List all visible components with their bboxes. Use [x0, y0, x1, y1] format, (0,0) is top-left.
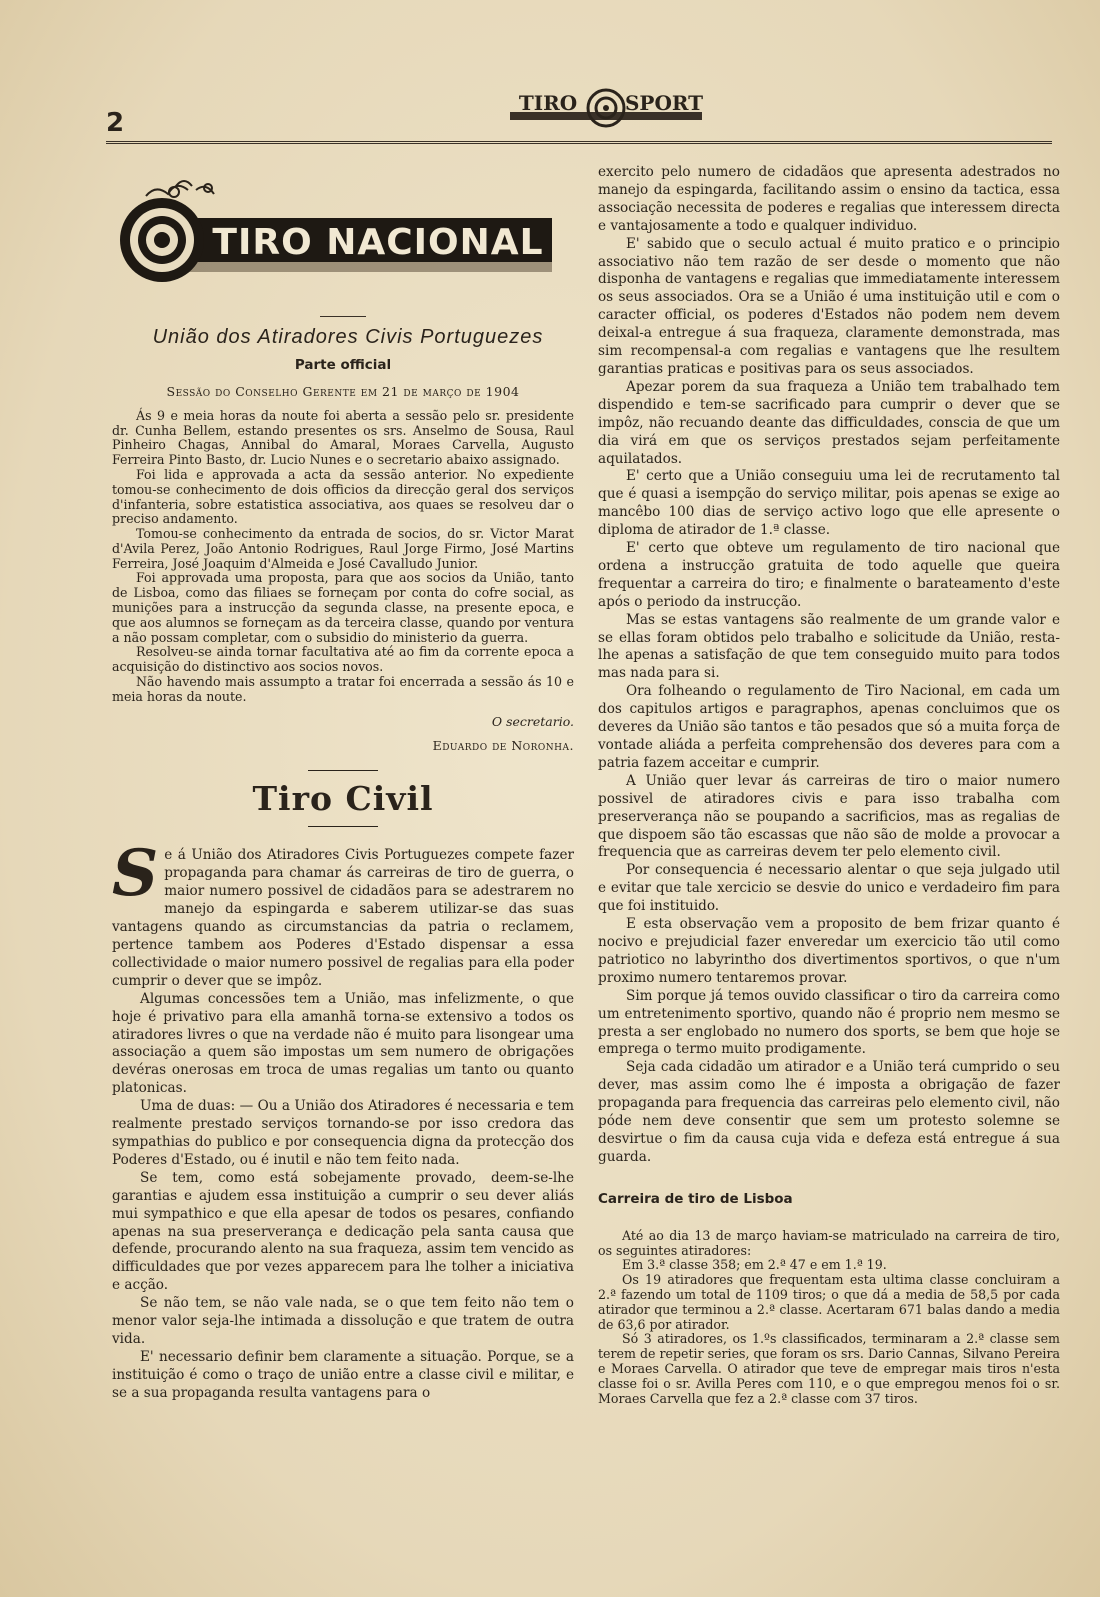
divider	[320, 316, 366, 317]
secretary-name: Eduardo de Noronha.	[432, 737, 574, 753]
report-paragraph: Só 3 atiradores, os 1.ºs classificados, terminaram a 2.ª classe sem terem de repetir series, que foram os srs. Dario Cannas, Silvano Pereira e Moraes Carvella. O atirador que teve de empregar mais tiros n'esta classe foi o sr. Avilla Peres com 110, e o que empregou menos foi o sr. Moraes Carvella que fez a 2.ª classe com 37 tiros.	[598, 1331, 1060, 1406]
article-paragraph: Ora folheando o regulamento de Tiro Nacional, em cada um dos capitulos artigos e paragraphos, apenas concluimos que os deveres da União são tantos e tão pesados que só a muita força de vontade aliáda a perfeita comprehensão dos deveres para com a patria fazem acceitar e cumprir.	[598, 683, 1060, 771]
drop-cap: S	[112, 836, 159, 912]
article-paragraph: A União quer levar ás carreiras de tiro o maior numero possivel de atiradores civis e para isso trabalha com preserverança não se poupando a sacrificios, mas as regalias de que dispoem são tão escassas que não são de molde a provocar a frequencia que as carreiras devem ter pelo elemento civil.	[598, 772, 1060, 861]
article-paragraph: E' certo que obteve um regulamento de tiro nacional que ordena a instrucção gratuita de todo aquelle que queira frequentar a carreira do tiro; e finalmente o barateamento d'este após o periodo da instrucção.	[598, 540, 1060, 610]
tiro-civil-article	[112, 836, 574, 1402]
minutes-paragraph: Foi lida e approvada a acta da sessão anterior. No expediente tomou-se conhecimento de dois officios da direcção geral dos serviços d'infanteria, sobre estatistica associativa, aos quaes se resolveu dar o preciso andamento.	[112, 466, 574, 527]
article-paragraph: Algumas concessões tem a União, mas infelizmente, o que hoje é privativo para ella amanhã torna-se extensivo a todos os atiradores livres o que na verdade não é muito para lisongear uma associação a quem são impostas um sem numero de obrigações devéras onerosas em troca de umas regalias um tanto ou quanto platonicas.	[112, 990, 574, 1097]
minutes-paragraph: Ás 9 e meia horas da noute foi aberta a sessão pelo sr. presidente dr. Cunha Bellem, estando presentes os srs. Anselmo de Sousa, Raul Pinheiro Chagas, Annibal do Amaral, Moraes Carvella, Augusto Ferreira Pinto Basto, dr. Lucio Nunes e o secretario abaixo assignado.	[112, 407, 574, 468]
article-paragraph: E' certo que a União conseguiu uma lei de recrutamento tal que é quasi a isempção do serviço militar, pois apenas se exige ao mancêbo 100 dias de serviço activo logo que elle apresente o diploma de atirador de 1.ª classe.	[598, 468, 1060, 539]
minutes-paragraph: Resolveu-se ainda tornar facultativa até ao fim da corrente epoca a acquisição do distinctivo aos socios novos.	[112, 644, 574, 675]
union-subtitle: União dos Atiradores Civis Portuguezes	[152, 325, 544, 348]
report-paragraph: Os 19 atiradores que frequentam esta ultima classe concluiram a 2.ª fazendo um total de 1109 tiros; o que dá a media de 58,5 por cada atirador que terminou a 2.ª classe. Acertaram 671 balas dando a media de 63,6 por atirador.	[598, 1272, 1060, 1332]
session-heading: Sessão do Conselho Gerente em 21 de março de 1904	[166, 383, 520, 399]
article-paragraph: Se á União dos Atiradores Civis Portuguezes compete fazer propaganda para chamar ás carreiras de tiro de guerra, o maior numero possivel de cidadãos para se adestrarem no manejo da espingarda e saberem utilizar-se das suas vantagens quando as circumstancias da patria o reclamem, pertence tambem aos Poderes d'Estado dispensar a essa collectividade o maior numero possivel de regalias para ella poder cumprir o dever que se impôz.	[112, 836, 574, 989]
carreira-heading: Carreira de tiro de Lisboa	[598, 1190, 793, 1207]
tiro-civil-title: Tiro Civil	[252, 779, 434, 819]
article-paragraph: Se não tem, se não vale nada, se o que tem feito não tem o menor valor seja-lhe intimada a dissolução e que tratem de outra vida.	[112, 1295, 574, 1347]
svg-text:SPORT: SPORT	[624, 91, 704, 115]
header-rule	[106, 141, 1052, 144]
minutes-paragraph: Foi approvada uma proposta, para que aos socios da União, tanto de Lisboa, como das filiaes se forneçam por conta do cofre social, as munições para a instrucção da segunda classe, na presente epoca, e que aos alumnos se forneçam as da terceira classe, quando por ventura a não possam completar, com o subsidio do ministerio da guerra.	[112, 570, 574, 645]
carreira-report	[598, 1229, 1060, 1407]
svg-text:TIRO: TIRO	[518, 91, 578, 115]
article-paragraph: Seja cada cidadão um atirador e a União terá cumprido o seu dever, mas assim como lhe é imposta a obrigação de fazer propaganda para frequencia das carreiras pelo elemento civil, não póde nem deve consentir que sem um protesto solemne se desvirtue o fim da causa cuja vida e defeza está entregue á sua guarda.	[598, 1059, 1060, 1165]
article-paragraph: Mas se estas vantagens são realmente de um grande valor e se ellas foram obtidos pelo trabalho e solicitude da União, resta-lhe apenas a satisfação de que tem conseguido muito para todos mas nada para si.	[598, 611, 1060, 682]
left-column	[112, 168, 574, 1403]
minutes-paragraph: Tomou-se conhecimento da entrada de socios, do sr. Victor Marat d'Avila Perez, João Antonio Rodrigues, Raul Jorge Firmo, José Martins Ferreira, José Joaquim d'Almeida e José Cavalludo Junior.	[112, 526, 574, 571]
article-paragraph: E' necessario definir bem claramente a situação. Porque, se a instituição é como o traço de união entre a classe civil e militar, e se a sua propaganda resulta vantagens para o	[112, 1348, 574, 1401]
masthead-logo	[508, 86, 704, 134]
article-paragraph: E' sabido que o seculo actual é muito pratico e o principio associativo não tem razão de ser desde o momento que não disponha de vantagens e regalias que immediatamente interessem os seus associados. Ora se a União é uma instituição util e com o caracter official, os poderes d'Estados não podem nem devem deixal-a entregue á sua fraqueza, claramente demonstrada, mas sim recompensal-a com regalias e vantagens que lhe resultem garantias praticas e positivas para os seus associados.	[598, 235, 1060, 377]
tiro-nacional-banner	[116, 176, 556, 296]
secretary-label: O secretario.	[491, 713, 574, 729]
banner-text: TIRO NACIONAL	[212, 222, 544, 263]
article-paragraph: Uma de duas: — Ou a União dos Atiradores é necessaria e tem realmente prestado serviços tornando-se por isso credora das sympathias do publico e por consequencia digna da protecção dos Poderes d'Estado, ou é inutil e não tem feito nada.	[112, 1098, 574, 1168]
report-paragraph: Em 3.ª classe 358; em 2.ª 47 e em 1.ª 19.	[622, 1257, 887, 1273]
article-paragraph: Apezar porem da sua fraqueza a União tem trabalhado tem dispendido e tem-se sacrificado para cumprir o dever que se impôz, não recuando deante das difficuldades, conscia de que um dia virá em que os serviços prestados sejam perfeitamente aquilatados.	[598, 378, 1060, 467]
article-paragraph: exercito pelo numero de cidadãos que apresenta adestrados no manejo da espingarda, facilitando assim o ensino da tactica, essa associação necessita de poderes e regalias que interessem directa e vantajosamente a todo e qualquer individuo.	[598, 164, 1060, 234]
right-column	[598, 164, 1060, 1406]
divider	[308, 770, 378, 771]
session-minutes	[112, 409, 574, 705]
parte-official-heading: Parte official	[294, 356, 392, 373]
minutes-paragraph: Não havendo mais assumpto a tratar foi encerrada a sessão ás 10 e meia horas da noute.	[112, 674, 574, 704]
report-paragraph: Até ao dia 13 de março haviam-se matriculado na carreira de tiro, os seguintes atiradores:	[598, 1227, 1060, 1258]
article-paragraph: E esta observação vem a proposito de bem frizar quanto é nocivo e prejudicial fazer enveredar um exercicio tão util como patriotico no labyrintho dos divertimentos sportivos, o que n'um proximo numero tentaremos provar.	[598, 916, 1060, 986]
page-number: 2	[106, 108, 125, 138]
divider	[308, 826, 378, 827]
article-paragraph: Sim porque já temos ouvido classificar o tiro da carreira como um entretenimento sportivo, quando não é proprio nem mesmo se presta a ser englobado no numero dos sports, se bem que hoje se emprega o termo muito prodigamente.	[598, 987, 1060, 1058]
article-paragraph: Por consequencia é necessario alentar o que seja julgado util e evitar que tale xercicio se desvie do unico e verdadeiro fim para que foi instituido.	[598, 862, 1060, 915]
article-paragraph: Se tem, como está sobejamente provado, deem-se-lhe garantias e ajudem essa instituição a cumprir o seu dever aliás mui sympathico e que ella apesar de todos os pesares, confiando apenas na sua preserverança e dedicação pela santa causa que defende, procurando alento na sua fraqueza, assim tem vencido as difficuldades que por vezes apparecem para lhe tolher a iniciativa e acção.	[112, 1169, 574, 1294]
